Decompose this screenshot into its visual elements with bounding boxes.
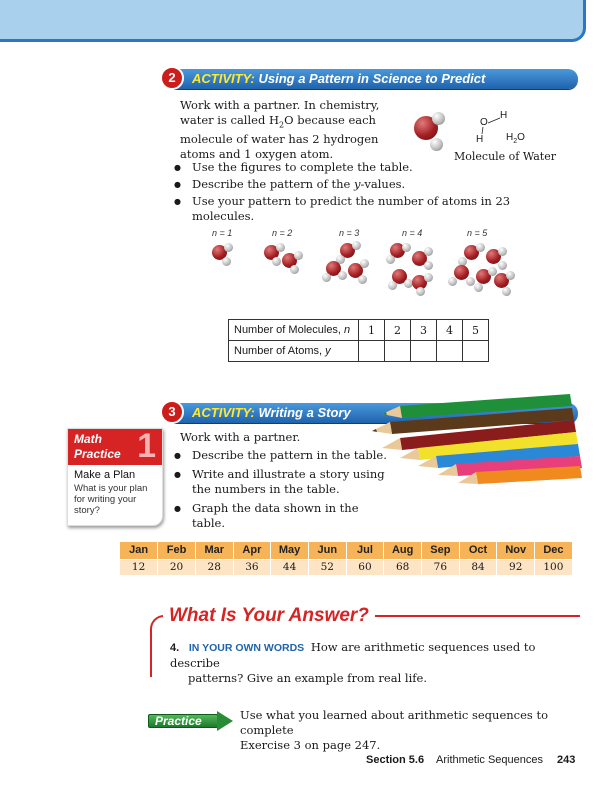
math-practice-line1: Math: [74, 432, 102, 446]
practice-label: Practice: [155, 714, 202, 728]
intro-line-2a: water is called H: [180, 113, 280, 127]
question-number: 4.: [170, 642, 180, 654]
structure-h-2: H: [476, 134, 484, 145]
intro-line-3: molecule of water has 2 hydrogen: [180, 132, 379, 147]
month-value-jul: 60: [346, 559, 384, 575]
table-row: [229, 341, 489, 362]
month-header-jul: Jul: [346, 542, 384, 559]
month-header-apr: Apr: [233, 542, 271, 559]
months-table: [120, 542, 573, 575]
activity-2-title-text: Using a Pattern in Science to Predict: [258, 71, 486, 86]
structure-h-1: H: [500, 110, 508, 121]
activity-2-number: 2: [160, 66, 184, 90]
month-header-oct: Oct: [459, 542, 497, 559]
structure-o: O: [480, 117, 488, 128]
month-header-dec: Dec: [535, 542, 573, 559]
figure-label-2: n = 2: [272, 228, 293, 238]
intro-line-1: Work with a partner. In chemistry,: [180, 98, 380, 112]
month-value-dec: 100: [535, 559, 573, 575]
activity-3-intro-text: Work with a partner.: [180, 430, 301, 444]
answer-title: What Is Your Answer?: [163, 605, 375, 627]
month-value-nov: 92: [497, 559, 535, 575]
n-value-3: 3: [411, 320, 437, 341]
month-header-jan: Jan: [120, 542, 158, 559]
math-practice-box: [67, 428, 163, 526]
practice-arrow-tip: [217, 711, 233, 731]
activity-3-bullet-2: ● Write and illustrate a story using: [170, 467, 390, 482]
math-practice-title: Make a Plan: [74, 469, 136, 481]
intro-line-4: atoms and 1 oxygen atom.: [180, 147, 334, 162]
n-value-1: 1: [359, 320, 385, 341]
practice-text: [240, 708, 580, 753]
question-4: [170, 640, 580, 686]
figure-label-3: n = 3: [339, 228, 360, 238]
top-banner: [0, 0, 586, 42]
math-practice-line2: Practice: [74, 447, 121, 461]
month-header-mar: Mar: [195, 542, 233, 559]
activity-3-bullet-1: ● Describe the pattern in the table.: [170, 448, 390, 463]
formula-label: $H_2O$: [506, 132, 525, 145]
activity-3-title-text: Writing a Story: [258, 405, 351, 420]
intro-line-2: [180, 113, 410, 132]
table-row: [229, 320, 489, 341]
table-row: [120, 542, 572, 559]
bond-lines: [474, 112, 508, 138]
month-value-may: 44: [271, 559, 309, 575]
colored-pencils-illustration: [360, 386, 584, 490]
activity-2-bullet-2: ● Describe the pattern of the y-values.: [170, 177, 570, 192]
hydrogen-atom-big-1: [432, 112, 445, 125]
activity-2-label: ACTIVITY:: [192, 71, 255, 86]
atoms-row-label: Number of Atoms, y: [229, 341, 359, 362]
activity-2-bullet-3: ● Use your pattern to predict the number of atoms in 23 molecules.: [170, 194, 570, 224]
footer-section: Section 5.6: [366, 754, 425, 766]
practice-text-line2: Exercise 3 on page 247.: [240, 738, 381, 752]
activity-3-bullets: [170, 448, 390, 531]
activity-2-bullets: [170, 160, 570, 224]
practice-text-line1: Use what you learned about arithmetic sequences to complete: [240, 708, 549, 737]
hydrogen-atom-big-2: [430, 138, 443, 151]
figure-label-1: n = 1: [212, 228, 233, 238]
month-header-jun: Jun: [308, 542, 346, 559]
n-value-4: 4: [437, 320, 463, 341]
molecules-row-label: Number of Molecules, n: [229, 320, 359, 341]
figure-label-5: n = 5: [467, 228, 488, 238]
atoms-blank-1: [359, 341, 385, 362]
activity-3-bullet-2-cont: the numbers in the table.: [192, 482, 340, 496]
diagram-caption: Molecule of Water: [454, 150, 556, 163]
month-value-jan: 12: [120, 559, 158, 575]
month-header-aug: Aug: [384, 542, 422, 559]
activity-3-number: 3: [160, 400, 184, 424]
atoms-blank-2: [385, 341, 411, 362]
activity-3-title: [192, 405, 351, 420]
n-value-2: 2: [385, 320, 411, 341]
footer-title: Arithmetic Sequences: [436, 754, 543, 766]
math-practice-text: What is your plan for writing your story?: [74, 483, 148, 516]
atoms-blank-4: [437, 341, 463, 362]
month-header-may: May: [271, 542, 309, 559]
question-text-2: patterns? Give an example from real life.: [188, 671, 427, 685]
intro-line-2b: O because each: [284, 113, 376, 127]
month-value-oct: 84: [459, 559, 497, 575]
month-value-jun: 52: [308, 559, 346, 575]
atoms-blank-5: [463, 341, 489, 362]
question-text-1: How are arithmetic sequences used to describe: [170, 640, 536, 670]
activity-2-bullet-1: ● Use the figures to complete the table.: [170, 160, 570, 175]
atoms-blank-3: [411, 341, 437, 362]
activity-2-header: [166, 69, 578, 89]
activity-2-title: [192, 71, 485, 86]
month-header-feb: Feb: [158, 542, 196, 559]
figure-label-4: n = 4: [402, 228, 423, 238]
month-value-apr: 36: [233, 559, 271, 575]
n-value-5: 5: [463, 320, 489, 341]
activity-2-intro: [180, 98, 410, 162]
page-number: 243: [557, 754, 576, 766]
month-value-aug: 68: [384, 559, 422, 575]
activity-3-bullet-3: ● Graph the data shown in the table.: [170, 501, 390, 531]
intro-subscript: 2: [279, 120, 285, 130]
practice-arrow: [148, 712, 234, 730]
water-molecule-diagram: [410, 108, 570, 168]
month-header-nov: Nov: [497, 542, 535, 559]
month-value-feb: 20: [158, 559, 196, 575]
month-value-sep: 76: [422, 559, 460, 575]
month-value-mar: 28: [195, 559, 233, 575]
math-practice-header: [68, 429, 162, 465]
month-header-sep: Sep: [422, 542, 460, 559]
question-lead: IN YOUR OWN WORDS: [188, 642, 305, 654]
atoms-table: [228, 319, 489, 362]
activity-3-label: ACTIVITY:: [192, 405, 255, 420]
table-row: [120, 559, 572, 575]
math-practice-number: 1: [137, 427, 156, 465]
